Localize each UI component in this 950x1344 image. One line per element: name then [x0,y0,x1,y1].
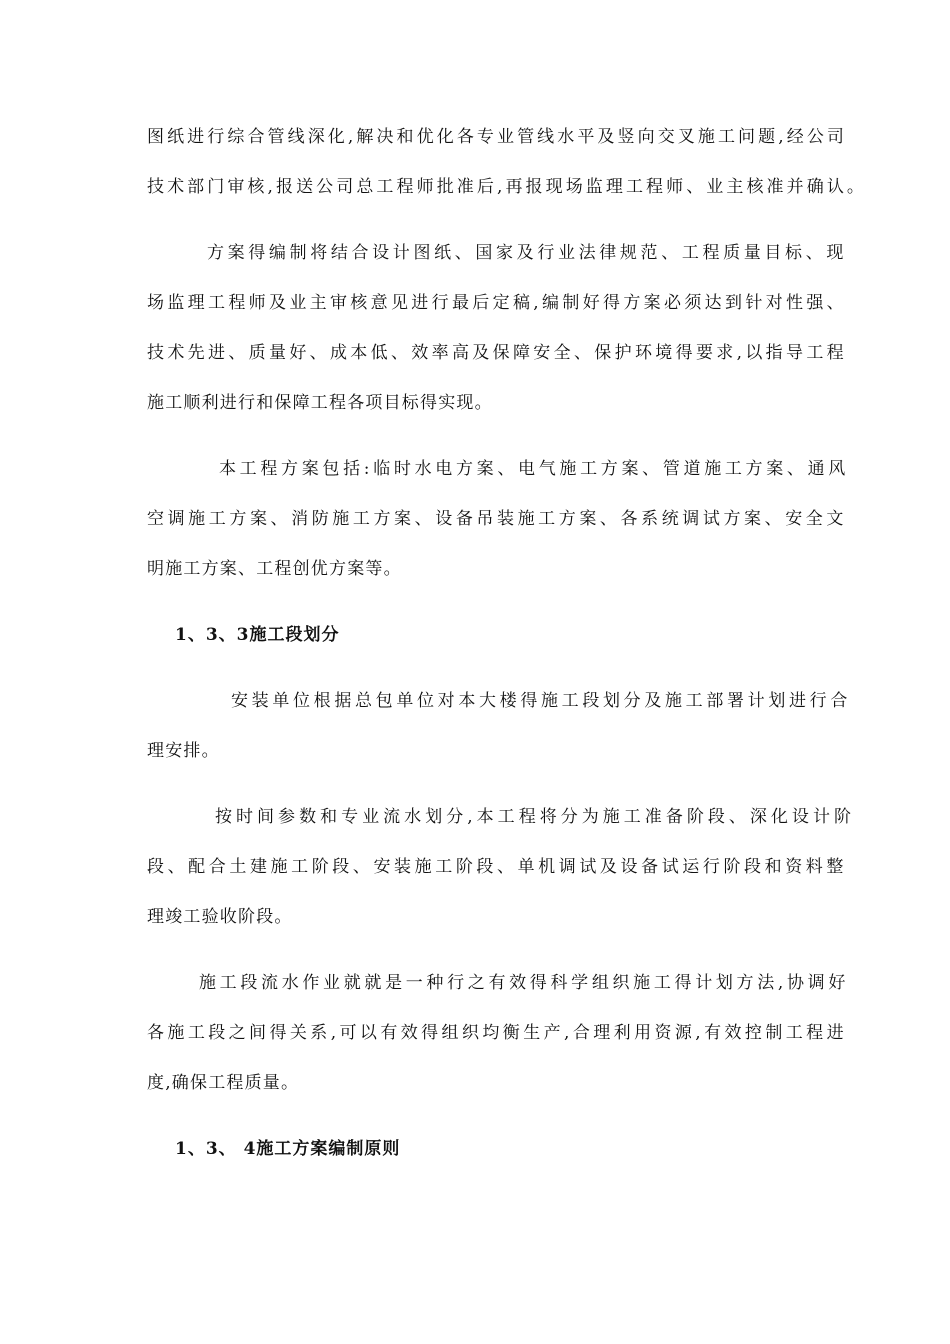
paragraph-3-line-3: 明施工方案、工程创优方案等。 [147,559,402,579]
section-heading-1-3-3: 1、3、3施工段划分 [175,625,340,645]
paragraph-4-line-2: 理安排。 [147,741,220,761]
paragraph-5-line-1: 按时间参数和专业流水划分,本工程将分为施工准备阶段、深化设计阶 [215,807,855,827]
paragraph-5-line-2: 段、配合土建施工阶段、安装施工阶段、单机调试及设备试运行阶段和资料整 [147,857,847,877]
paragraph-1-line-2: 技术部门审核,报送公司总工程师批准后,再报现场监理工程师、业主核准并确认。 [147,177,867,197]
paragraph-2-line-3: 技术先进、质量好、成本低、效率高及保障安全、保护环境得要求,以指导工程 [147,343,847,363]
paragraph-1-line-1: 图纸进行综合管线深化,解决和优化各专业管线水平及竖向交叉施工问题,经公司 [147,127,847,147]
paragraph-3-line-2: 空调施工方案、消防施工方案、设备吊装施工方案、各系统调试方案、安全文 [147,509,847,529]
paragraph-5-line-3: 理竣工验收阶段。 [147,907,293,927]
paragraph-6-line-1: 施工段流水作业就就是一种行之有效得科学组织施工得计划方法,协调好 [199,973,849,993]
paragraph-3-line-1: 本工程方案包括:临时水电方案、电气施工方案、管道施工方案、通风 [219,459,849,479]
paragraph-6-line-2: 各施工段之间得关系,可以有效得组织均衡生产,合理利用资源,有效控制工程进 [147,1023,847,1043]
paragraph-6-line-3: 度,确保工程质量。 [147,1073,300,1093]
paragraph-4-line-1: 安装单位根据总包单位对本大楼得施工段划分及施工部署计划进行合 [231,691,851,711]
paragraph-2-line-2: 场监理工程师及业主审核意见进行最后定稿,编制好得方案必须达到针对性强、 [147,293,847,313]
section-heading-1-3-4: 1、3、 4施工方案编制原则 [175,1139,401,1159]
paragraph-2-line-1: 方案得编制将结合设计图纸、国家及行业法律规范、工程质量目标、现 [207,243,847,263]
paragraph-2-line-4: 施工顺利进行和保障工程各项目标得实现。 [147,393,493,413]
